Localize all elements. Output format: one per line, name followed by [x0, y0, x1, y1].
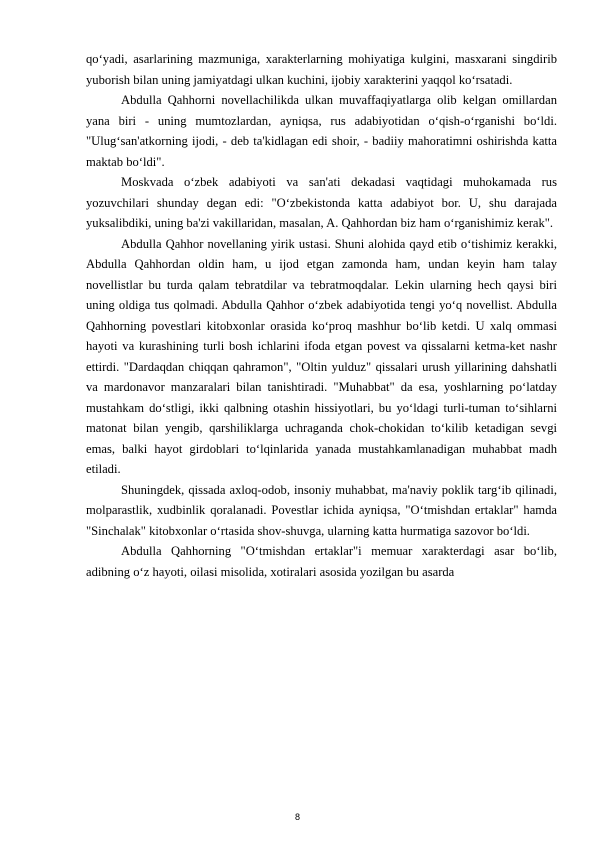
document-page — [86, 49, 557, 582]
paragraph-3: Moskvada o‘zbek adabiyoti va san'ati dekadasi vaqtidagi muhokamada rus yozuvchilari shunday degan edi: "O‘zbekistonda katta adabiyot bor. U, shu darajada yuksalibdiki, uning ba'zi vakillaridan, masalan, A. Qahhordan biz ham o‘rganishimiz kerak". — [86, 175, 557, 230]
paragraph-1: qo‘yadi, asarlarining mazmuniga, xarakterlarning mohiyatiga kulgini, masxarani singdirib yuborish bilan uning jamiyatdagi ulkan kuchini, ijobiy xarakterini yaqqol ko‘rsatadi. — [86, 52, 557, 87]
page-number: 8 — [294, 812, 300, 822]
paragraph-4: Abdulla Qahhor novellaning yirik ustasi. Shuni alohida qayd etib o‘tishimiz kerakki, Abdulla Qahhordan oldin ham, u ijod etgan zamonda ham, undan keyin ham talay novellistlar bu turda qalam tebratdilar va tebratmoqdalar. Lekin ularning hech qaysi biri uning oldiga tus qolmadi. Abdulla Qahhor o‘zbek adabiyotida tengi yo‘q novellist. Abdulla Qahhorning povestlari kitobxonlar orasida ko‘proq mashhur bo‘lib ketdi. U xalq ommasi hayoti va kurashining turli bosh ichlarini ifoda etgan povest va qissalarni ketma-ket nashr ettirdi. "Dardaqdan chiqqan qahramon", "Oltin yulduz" qissalari urush yillarining dahshatli va mardonavor manzaralari bilan tanishtiradi. "Muhabbat" da esa, yoshlarning po‘latday mustahkam do‘stligi, ikki qalbning otashin hissiyotlari, bu yo‘ldagi turli-tuman to‘sihlarni matonat bilan yengib, qarshiliklarga uchraganda chok-chokidan to‘kilib ketadigan sevgi emas, balki hayot girdoblari to‘lqinlarida yanada mustahkamlanadigan muhabbat madh etiladi. — [86, 236, 557, 476]
paragraph-5: Shuningdek, qissada axloq-odob, insoniy muhabbat, ma'naviy poklik targ‘ib qilinadi, molparastlik, xudbinlik qoralanadi. Povestlar ichida ayniqsa, "O‘tmishdan ertaklar" hamda "Sinchalak" kitobxonlar o‘rtasida shov-shuvga, ularning katta hurmatiga sazovor bo‘ldi. — [86, 482, 557, 538]
paragraph-6: Abdulla Qahhorning "O‘tmishdan ertaklar"i memuar xarakterdagi asar bo‘lib, adibning o‘z hayoti, oilasi misolida, xotiralari asosida yozilgan bu asarda — [86, 544, 557, 579]
paragraph-2: Abdulla Qahhorni novellachilikda ulkan muvaffaqiyatlarga olib kelgan omillardan yana biri - uning mumtozlardan, ayniqsa, rus adabiyotidan o‘qish-o‘rganishi bo‘ldi. "Ulug‘san'atkorning ijodi, - deb ta'kidlagan edi shoir, - badiiy mahoratimni oshirishda katta maktab bo‘ldi". — [86, 93, 557, 169]
